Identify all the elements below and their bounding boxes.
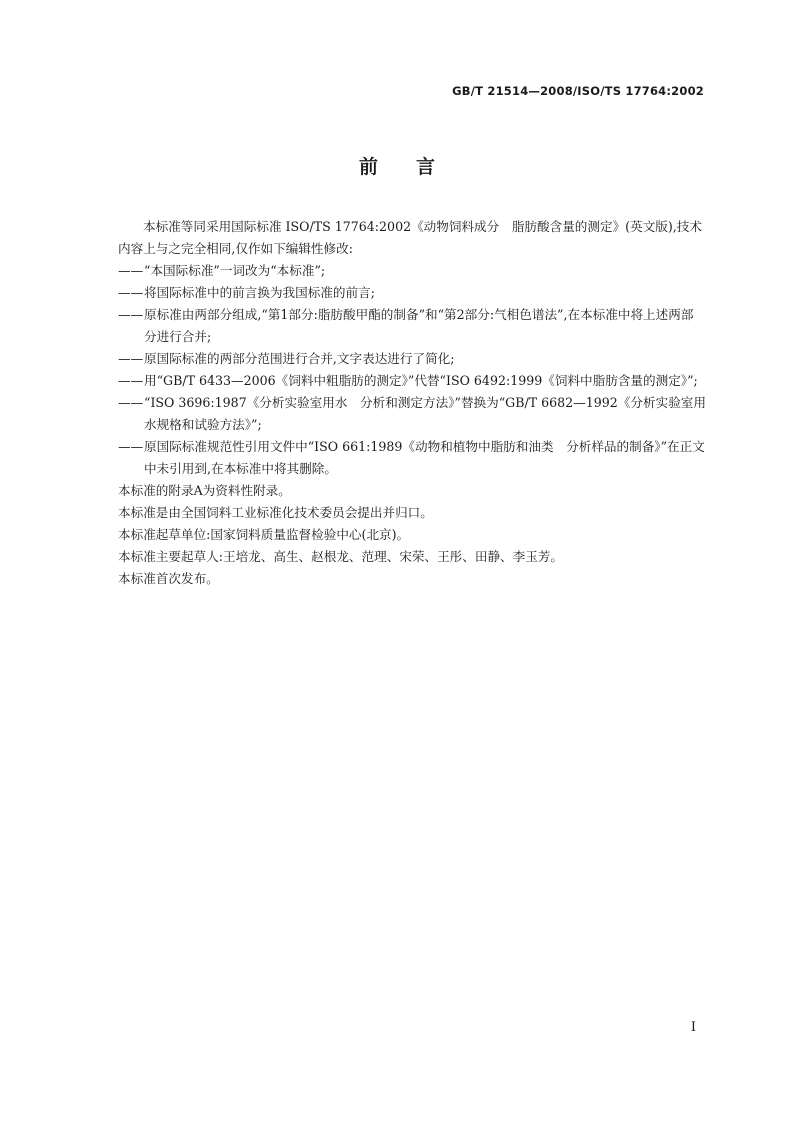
foreword-body	[118, 216, 706, 590]
statement-line: 本标准主要起草人:王培龙、高生、赵根龙、范理、宋荣、王彤、田静、李玉芳。	[118, 549, 564, 564]
dash-marker: ——	[118, 285, 144, 300]
edit-item	[118, 282, 706, 304]
page-title: 前言	[358, 156, 473, 178]
dash-marker: ——	[118, 373, 144, 388]
edit-item-text: 原标准由两部分组成,“第1部分:脂肪酸甲酯的制备”和“第2部分:气相色谱法”,在本标准中将上述两部分进行合并;	[144, 307, 694, 344]
dash-marker: ——	[118, 351, 144, 366]
edit-item	[118, 260, 706, 282]
dash-marker: ——	[118, 395, 144, 410]
intro-paragraph	[118, 216, 706, 260]
dash-marker: ——	[118, 307, 144, 322]
edit-item	[118, 304, 706, 348]
edit-item	[118, 370, 706, 392]
edit-item-text: 原国际标准的两部分范围进行合并,文字表达进行了简化;	[144, 351, 455, 366]
edit-item-text: 原国际标准规范性引用文件中“ISO 661:1989《动物和植物中脂肪和油类 分析样品的制备》”在正文中未引用到,在本标准中将其删除。	[144, 439, 705, 476]
edit-item	[118, 348, 706, 370]
intro-text: 本标准等同采用国际标准 ISO/TS 17764:2002《动物饲料成分 脂肪酸含量的测定》(英文版),技术内容上与之完全相同,仅作如下编辑性修改:	[118, 219, 702, 256]
edit-item	[118, 392, 706, 436]
statement-line: 本标准是由全国饲料工业标准化技术委员会提出并归口。	[118, 505, 433, 520]
edit-item-text: “本国际标准”一词改为“本标准”;	[144, 263, 326, 278]
statement-line: 本标准首次发布。	[118, 571, 219, 586]
page-number: I	[690, 1020, 696, 1035]
edit-item	[118, 436, 706, 480]
statement-line: 本标准起草单位:国家饲料质量监督检验中心(北京)。	[118, 527, 410, 542]
edit-item-text: “ISO 3696:1987《分析实验室用水 分析和测定方法》”替换为“GB/T 6682—1992《分析实验室用水规格和试验方法》”;	[144, 395, 706, 432]
dash-marker: ——	[118, 439, 144, 454]
edit-item-text: 用“GB/T 6433—2006《饲料中粗脂肪的测定》”代替“ISO 6492:1999《饲料中脂肪含量的测定》”;	[144, 373, 698, 388]
statement-line: 本标准的附录A为资料性附录。	[118, 483, 291, 498]
dash-marker: ——	[118, 263, 144, 278]
standard-code-header: GB/T 21514—2008/ISO/TS 17764:2002	[452, 84, 704, 98]
edit-item-text: 将国际标准中的前言换为我国标准的前言;	[144, 285, 375, 300]
